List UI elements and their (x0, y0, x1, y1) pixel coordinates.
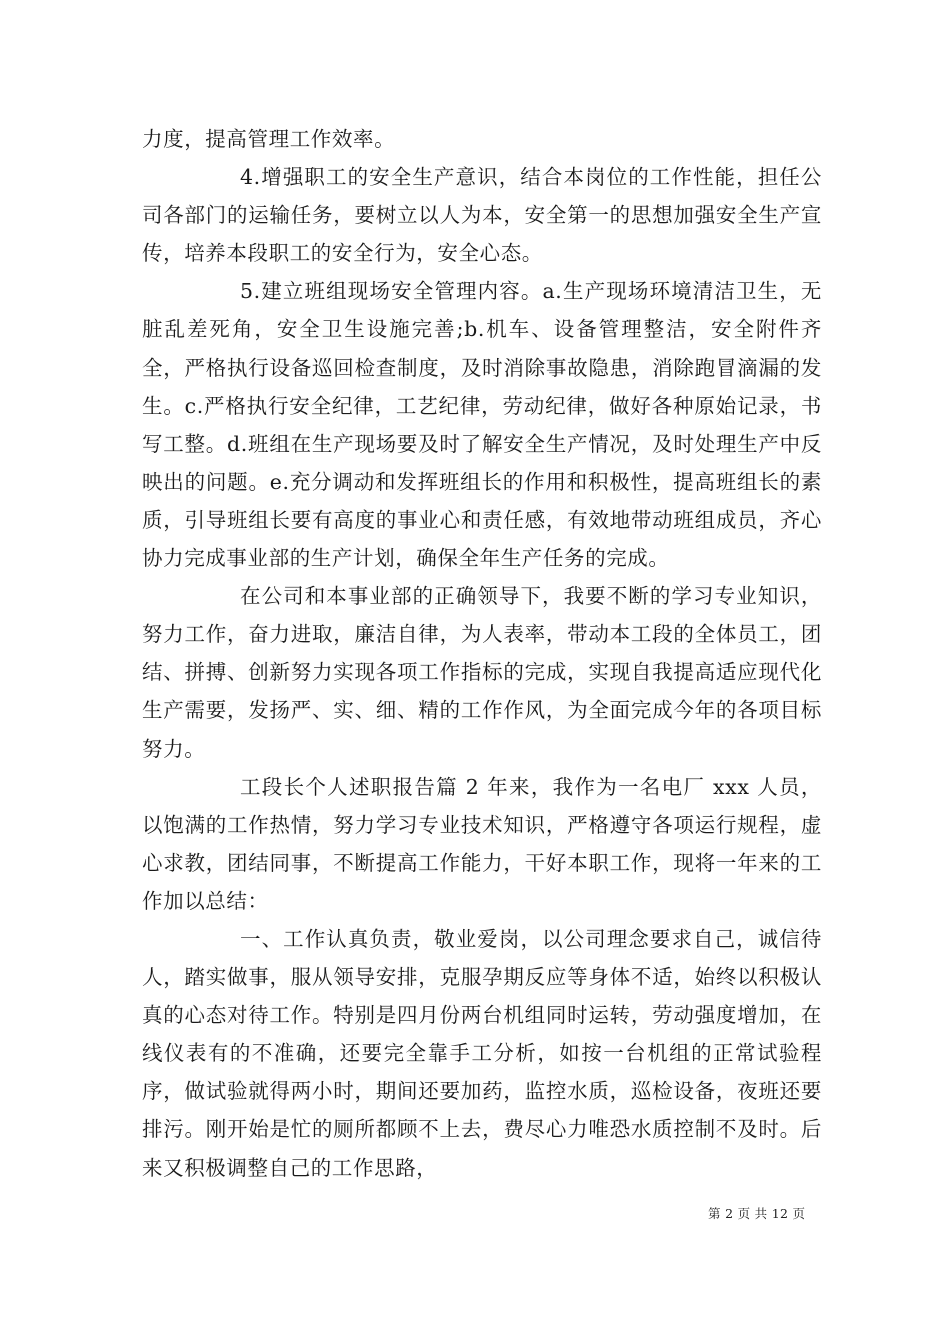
paragraph-section-one: 一、工作认真负责，敬业爱岗，以公司理念要求自己，诚信待人，踏实做事，服从领导安排，克服孕期反应等身体不适，始终以积极认真的心态对待工作。特别是四月份两台机组同时运转，劳动强度增加，在线仪表有的不准确，还要完全靠手工分析，如按一台机组的正常试验程序，做试验就得两小时，期间还要加药，监控水质，巡检设备，夜班还要排污。刚开始是忙的厕所都顾不上去，费尽心力唯恐水质控制不及时。后来又积极调整自己的工作思路， (142, 926, 822, 1180)
paragraph-continuation: 力度，提高管理工作效率。 (142, 127, 396, 151)
paragraph-report-intro: 工段长个人述职报告篇 2 年来，我作为一名电厂 xxx 人员，以饱满的工作热情，努力学习专业技术知识，严格遵守各项运行规程，虚心求教，团结同事，不断提高工作能力，干好本职工作，现将一年来的工作加以总结： (142, 774, 822, 913)
paragraph-leadership: 在公司和本事业部的正确领导下，我要不断的学习专业知识，努力工作，奋力进取，廉洁自律，为人表率，带动本工段的全体员工，团结、拼搏、创新努力实现各项工作指标的完成，实现自我提高适应现代化生产需要，发扬严、实、细、精的工作作风，为全面完成今年的各项目标努力。 (142, 584, 822, 761)
paragraph-item-4: 4.增强职工的安全生产意识，结合本岗位的工作性能，担任公司各部门的运输任务，要树立以人为本，安全第一的思想加强安全生产宣传，培养本段职工的安全行为，安全心态。 (142, 165, 822, 266)
page-number-footer: 第 2 页 共 12 页 (708, 1206, 806, 1221)
document-body (142, 120, 822, 1187)
paragraph-item-5: 5.建立班组现场安全管理内容。a.生产现场环境清洁卫生，无脏乱差死角，安全卫生设施完善;b.机车、设备管理整洁，安全附件齐全，严格执行设备巡回检查制度，及时消除事故隐患，消除跑冒滴漏的发生。c.严格执行安全纪律，工艺纪律，劳动纪律，做好各种原始记录，书写工整。d.班组在生产现场要及时了解安全生产情况，及时处理生产中反映出的问题。e.充分调动和发挥班组长的作用和积极性，提高班组长的素质，引导班组长要有高度的事业心和责任感，有效地带动班组成员，齐心协力完成事业部的生产计划，确保全年生产任务的完成。 (142, 279, 822, 571)
